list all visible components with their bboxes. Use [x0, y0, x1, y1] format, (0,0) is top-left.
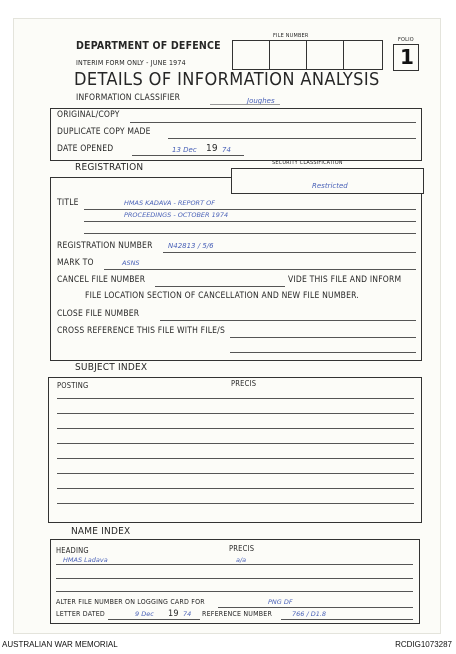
name-precis-value: a/a: [236, 556, 247, 564]
folio-label: FOLIO: [398, 37, 414, 43]
name-index-heading: NAME INDEX: [71, 526, 131, 537]
footer-institution: AUSTRALIAN WAR MEMORIAL: [2, 640, 118, 649]
title-line-2[interactable]: [84, 221, 416, 222]
mark-to-value: ASNS: [122, 259, 140, 267]
security-classification-label: SECURITY CLASSIFICATION: [272, 160, 343, 166]
cross-reference-line-1[interactable]: [230, 337, 416, 338]
registration-number-value: N42813 / 5/6: [168, 242, 214, 250]
mark-to-line[interactable]: [104, 269, 416, 270]
letter-dated-value: 9 Dec: [135, 610, 154, 618]
classifier-line: [210, 104, 280, 105]
subject-line-2[interactable]: [57, 413, 414, 414]
close-file-number-line[interactable]: [160, 320, 416, 321]
reference-number-value: 766 / D1.8: [292, 610, 327, 618]
file-number-box-2[interactable]: [269, 40, 307, 70]
cross-reference-label: CROSS REFERENCE THIS FILE WITH FILE/S: [57, 326, 226, 336]
name-precis-label: PRECIS: [229, 544, 255, 553]
letter-dated-line[interactable]: [108, 619, 200, 620]
department-heading: DEPARTMENT OF DEFENCE: [76, 40, 221, 52]
subject-line-5[interactable]: [57, 458, 414, 459]
close-file-number-label: CLOSE FILE NUMBER: [57, 309, 140, 319]
subject-posting-label: POSTING: [57, 381, 89, 390]
name-heading-label: HEADING: [56, 546, 89, 555]
folio-value: 1: [400, 45, 414, 69]
alter-file-number-value: PNG DF: [268, 598, 293, 606]
title-line-1[interactable]: [84, 209, 416, 210]
original-copy-label: ORIGINAL/COPY: [57, 110, 120, 120]
file-number-box-3[interactable]: [306, 40, 344, 70]
reference-number-line[interactable]: [281, 619, 413, 620]
name-line-3[interactable]: [56, 591, 413, 592]
cross-reference-line-2[interactable]: [230, 352, 416, 353]
footer-record-id: RCDIG1073287: [395, 640, 452, 649]
classifier-value: Joughes: [247, 97, 275, 105]
date-opened-label: DATE OPENED: [57, 144, 114, 154]
date-opened-line[interactable]: [132, 155, 244, 156]
file-number-box-1[interactable]: [232, 40, 270, 70]
name-line-1[interactable]: [56, 564, 413, 565]
file-number-label: FILE NUMBER: [273, 33, 309, 39]
alter-file-number-line[interactable]: [218, 607, 413, 608]
cancel-file-number-line[interactable]: [155, 286, 285, 287]
reference-number-label: REFERENCE NUMBER: [202, 610, 273, 618]
subject-line-1[interactable]: [57, 398, 414, 399]
subject-index-heading: SUBJECT INDEX: [75, 362, 148, 373]
alter-file-number-label: ALTER FILE NUMBER ON LOGGING CARD FOR: [56, 598, 205, 606]
subject-line-7[interactable]: [57, 488, 414, 489]
title-value-line1: HMAS KADAVA - REPORT OF: [124, 199, 215, 207]
subject-line-3[interactable]: [57, 428, 414, 429]
subject-line-8[interactable]: [57, 503, 414, 504]
date-year-prefix: 19: [206, 143, 218, 154]
duplicate-line[interactable]: [168, 138, 416, 139]
name-line-2[interactable]: [56, 578, 413, 579]
form-title: DETAILS OF INFORMATION ANALYSIS: [74, 69, 380, 90]
title-line-3[interactable]: [84, 233, 416, 234]
subject-precis-label: PRECIS: [231, 379, 257, 388]
file-location-text: FILE LOCATION SECTION OF CANCELLATION AND NEW FILE NUMBER.: [85, 291, 359, 301]
registration-number-label: REGISTRATION NUMBER: [57, 241, 153, 251]
letter-year-suffix: 74: [183, 610, 192, 618]
original-copy-line[interactable]: [130, 122, 416, 123]
letter-dated-label: LETTER DATED: [56, 610, 105, 618]
mark-to-label: MARK TO: [57, 258, 94, 268]
date-year-suffix: 74: [222, 146, 231, 154]
security-classification-value: Restricted: [312, 182, 348, 190]
registration-number-line[interactable]: [163, 252, 416, 253]
vide-text: VIDE THIS FILE AND INFORM: [288, 275, 402, 285]
registration-heading: REGISTRATION: [75, 162, 144, 173]
title-value-line2: PROCEEDINGS - OCTOBER 1974: [124, 211, 229, 219]
name-heading-value: HMAS Ladava: [63, 556, 108, 564]
duplicate-label: DUPLICATE COPY MADE: [57, 127, 151, 137]
interim-note: INTERIM FORM ONLY - JUNE 1974: [76, 59, 186, 67]
letter-year-prefix: 19: [168, 609, 179, 619]
cancel-file-number-label: CANCEL FILE NUMBER: [57, 275, 146, 285]
file-number-box-4[interactable]: [343, 40, 383, 70]
classifier-label: INFORMATION CLASSIFIER: [76, 93, 181, 103]
subject-line-4[interactable]: [57, 443, 414, 444]
subject-line-6[interactable]: [57, 473, 414, 474]
date-opened-value: 13 Dec: [172, 146, 197, 154]
security-classification-box: [231, 168, 424, 194]
title-label: TITLE: [57, 198, 79, 208]
